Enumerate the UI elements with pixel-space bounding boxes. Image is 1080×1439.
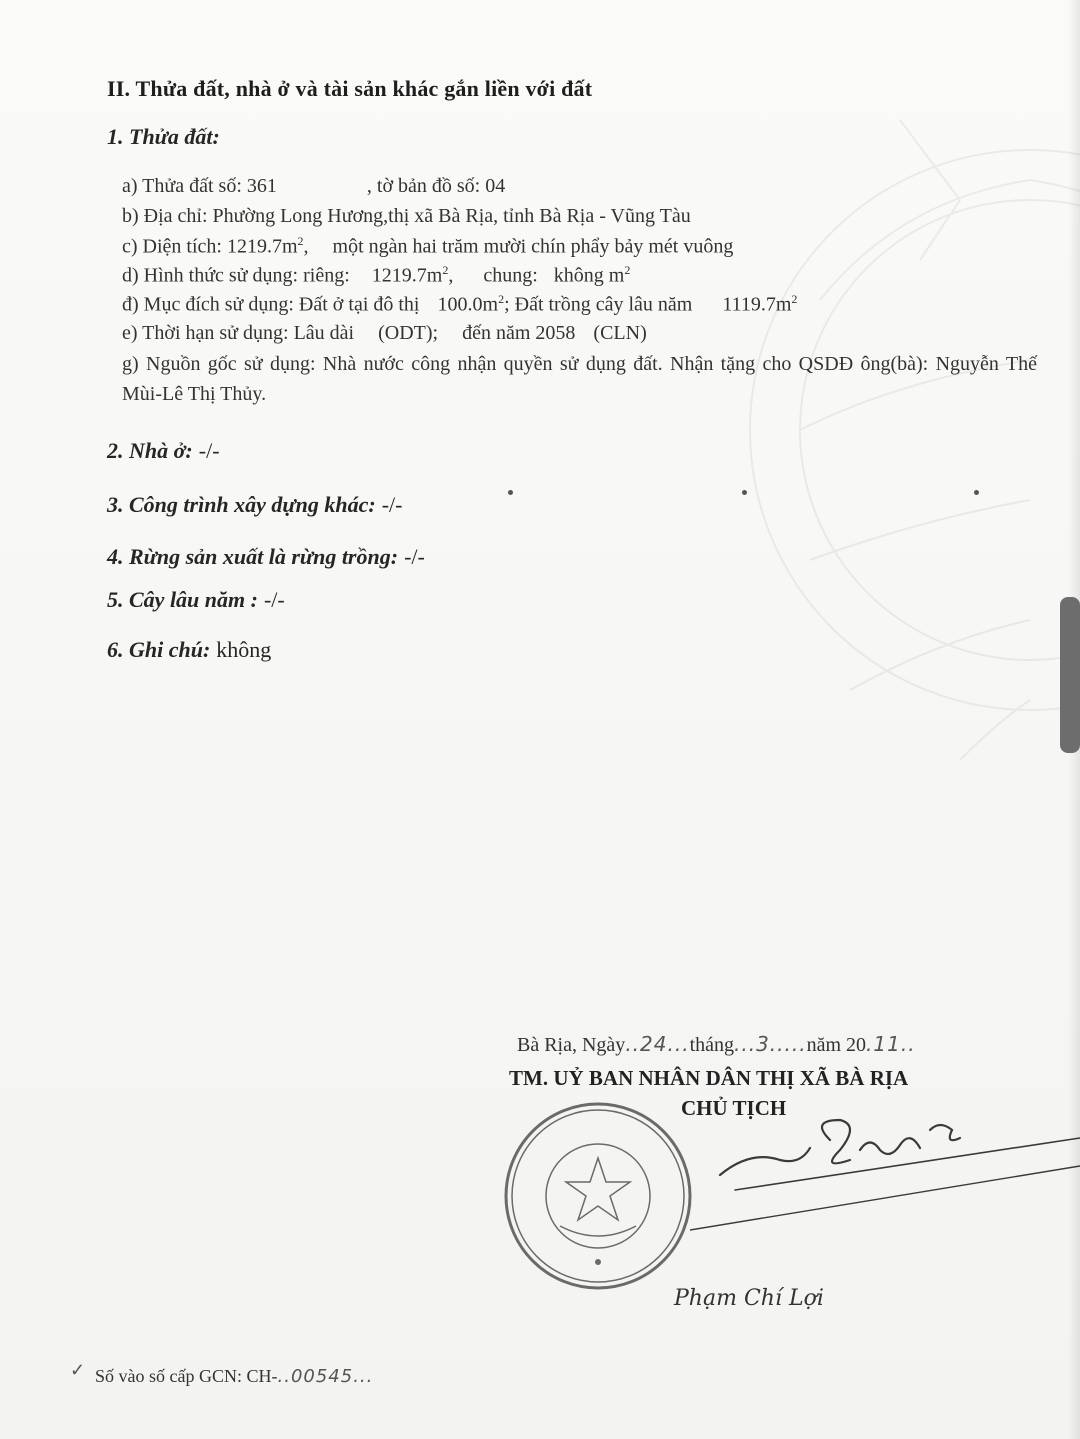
official-seal-icon bbox=[498, 1096, 698, 1296]
house-title bbox=[107, 438, 220, 464]
scan-dot bbox=[974, 490, 979, 495]
origin-line: g) Nguồn gốc sử dụng: Nhà nước công nhận quyền sử dụng đất. Nhận tặng cho QSDĐ ông(bà): Nguyễn Thế Mùi-Lê Thị Thủy. bbox=[122, 353, 1037, 405]
handwritten-tick-icon: ✓ bbox=[70, 1360, 86, 1380]
perennial-land-label: ; Đất trồng cây lâu năm bbox=[504, 293, 693, 316]
usage-form-label: d) Hình thức sử dụng: riêng: bbox=[122, 264, 350, 287]
perennial-value: -/- bbox=[263, 587, 285, 612]
registration-label: Số vào số cấp GCN: CH- bbox=[95, 1366, 278, 1386]
area-in-words: một ngàn hai trăm mười chín phẩy bảy mét vuông bbox=[332, 235, 734, 258]
perennial-land-value: 1119.7m bbox=[722, 293, 792, 316]
common-area-label: chung: bbox=[483, 264, 538, 287]
date-day: ..24... bbox=[625, 1032, 690, 1056]
urban-land-value: 100.0m bbox=[437, 293, 499, 316]
scan-dot bbox=[742, 490, 747, 495]
usage-term-label: e) Thời hạn sử dụng: Lâu dài bbox=[122, 322, 355, 344]
forest-title bbox=[107, 544, 425, 570]
cln-code: (CLN) bbox=[593, 322, 647, 344]
house-value: -/- bbox=[198, 438, 220, 463]
usage-form-line: d) Hình thức sử dụng: riêng: $1219.7m^2$, chung: không $m^2$ bbox=[122, 263, 631, 287]
usage-purpose-line: đ) Mục đích sử dụng: Đất ở tại đô thị $100.0m^2$; Đất trồng cây lâu năm $1119.7m^2$ bbox=[122, 292, 798, 316]
construction-title bbox=[107, 492, 402, 518]
date-year-label: năm 20 bbox=[806, 1034, 867, 1056]
handwritten-signature-icon bbox=[690, 1090, 1080, 1270]
construction-title-label: 3. Công trình xây dựng khác: bbox=[107, 492, 376, 517]
parcel-number-value: 361 bbox=[246, 175, 277, 197]
forest-title-label: 4. Rừng sản xuất là rừng trồng: bbox=[107, 544, 399, 569]
map-sheet-value: , tờ bản đồ số: 04 bbox=[366, 175, 506, 197]
signer-position: CHỦ TỊCH bbox=[681, 1096, 787, 1120]
usage-term-line bbox=[122, 322, 647, 345]
forest-value: -/- bbox=[404, 544, 425, 569]
section-heading: II. Thửa đất, nhà ở và tài sản khác gắn liền với đất bbox=[107, 76, 593, 101]
signing-date bbox=[517, 1032, 916, 1057]
note-value: không bbox=[216, 637, 272, 662]
registration-number bbox=[95, 1366, 373, 1387]
date-month-label: tháng bbox=[689, 1034, 734, 1056]
signer-name: Phạm Chí Lợi bbox=[674, 1286, 824, 1311]
parcel-number-line bbox=[122, 175, 505, 198]
odt-code: (ODT); bbox=[378, 322, 439, 344]
date-place-label: Bà Rịa, Ngày bbox=[517, 1034, 626, 1056]
scan-dot bbox=[508, 490, 513, 495]
private-area-value: 1219.7m bbox=[371, 264, 443, 287]
parcel-number-label: a) Thửa đất số: bbox=[122, 175, 242, 197]
issuing-organization: TM. UỶ BAN NHÂN DÂN THỊ XÃ BÀ RỊA bbox=[509, 1066, 909, 1090]
perennial-title-label: 5. Cây lâu năm : bbox=[107, 587, 258, 612]
watermark-emblem-icon bbox=[700, 0, 1080, 900]
registration-value: ..00545... bbox=[277, 1366, 374, 1387]
note-title-label: 6. Ghi chú: bbox=[107, 637, 211, 662]
usage-purpose-label: đ) Mục đích sử dụng: Đất ở tại đô thị bbox=[122, 293, 420, 316]
address-line: b) Địa chỉ: Phường Long Hương,thị xã Bà Rịa, tỉnh Bà Rịa - Vũng Tàu bbox=[122, 205, 691, 227]
house-title-label: 2. Nhà ở: bbox=[107, 438, 193, 463]
note-title bbox=[107, 637, 271, 663]
scrollbar-thumb[interactable] bbox=[1060, 597, 1080, 753]
area-label: c) Diện tích: bbox=[122, 235, 222, 258]
date-year: .11.. bbox=[866, 1032, 916, 1056]
area-line: c) Diện tích: $1219.7m^2$, một ngàn hai trăm mười chín phẩy bảy mét vuông bbox=[122, 234, 734, 258]
date-month: ...3..... bbox=[734, 1032, 807, 1056]
construction-value: -/- bbox=[381, 492, 403, 517]
perennial-title bbox=[107, 587, 285, 613]
common-area-value: không m bbox=[553, 264, 625, 287]
area-value: 1219.7m bbox=[226, 235, 298, 258]
term-until-year: đến năm 2058 bbox=[462, 322, 576, 344]
land-parcel-title: 1. Thửa đất: bbox=[107, 124, 220, 149]
